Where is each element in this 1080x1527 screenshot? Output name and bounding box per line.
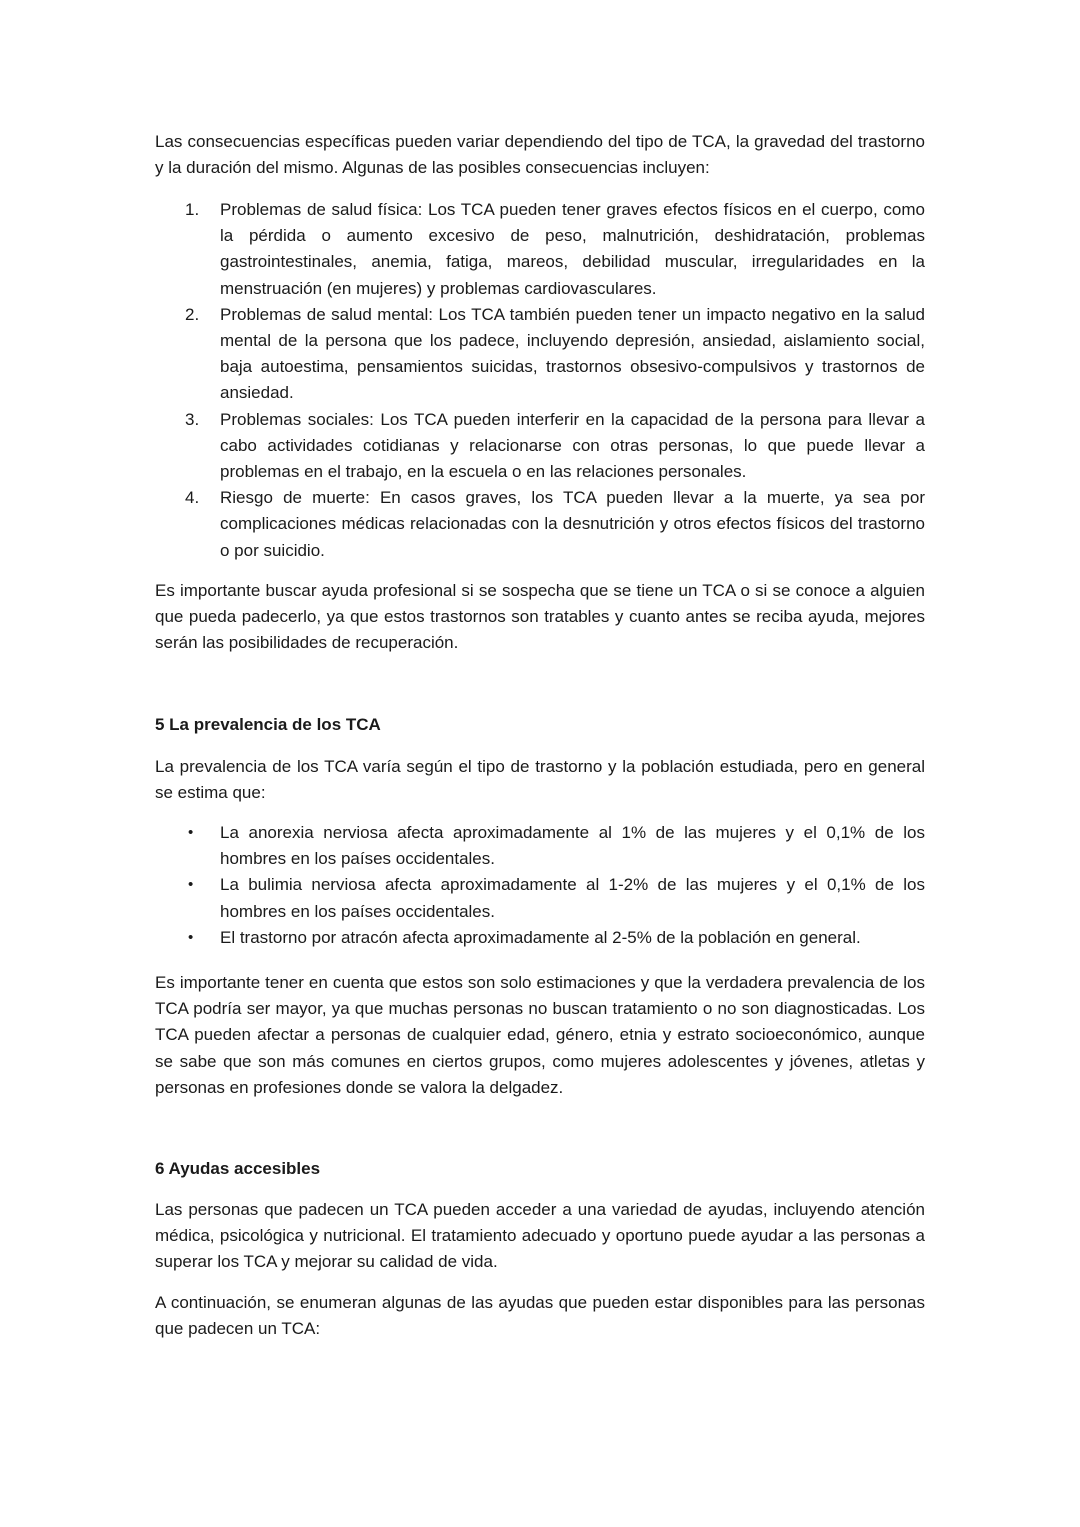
prevalence-bullets xyxy=(155,820,925,951)
section6-p2 xyxy=(155,1290,925,1342)
list-marker: 3. xyxy=(185,409,200,429)
list-item xyxy=(155,302,925,407)
list-item xyxy=(155,407,925,486)
section-heading: 6 Ayudas accesibles xyxy=(155,1159,321,1178)
list-item-text: Riesgo de muerte: En casos graves, los TCA pueden llevar a la muerte, ya sea por complicaciones médicas relacionadas con la desnutrición y otros efectos físicos del trastorno o por suicidio. xyxy=(220,488,925,560)
bullet-icon: • xyxy=(188,928,194,946)
paragraph: A continuación, se enumeran algunas de las ayudas que pueden estar disponibles para las personas que padecen un TCA: xyxy=(155,1293,925,1339)
list-item xyxy=(155,197,925,302)
list-marker: 2. xyxy=(185,304,200,324)
list-item xyxy=(155,820,925,872)
help-text: Es importante buscar ayuda profesional si se sospecha que se tiene un TCA o si se conoce a alguien que pueda padecerlo, ya que estos trastornos son tratables y cuanto antes se reciba ayuda, mejores serán las posibilidades de recuperación. xyxy=(155,581,925,653)
list-item xyxy=(155,485,925,564)
consequences-list xyxy=(155,197,925,564)
paragraph: Es importante tener en cuenta que estos son solo estimaciones y que la verdadera prevalencia de los TCA podría ser mayor, ya que muchas personas no buscan tratamiento o no son diagnosticadas. Los TCA pueden afectar a personas de cualquier edad, género, etnia y estrato socioeconómico, aunque se sabe que son más comunes en ciertos grupos, como mujeres adolescentes y jóvenes, atletas y personas en profesiones donde se valora la delgadez. xyxy=(155,973,925,1097)
intro-paragraph xyxy=(155,129,925,181)
bullet-icon: • xyxy=(188,876,194,894)
section-heading: 5 La prevalencia de los TCA xyxy=(155,715,381,734)
paragraph: La prevalencia de los TCA varía según el tipo de trastorno y la población estudiada, pero en general se estima que: xyxy=(155,757,925,803)
list-item xyxy=(155,925,925,951)
section6-p1 xyxy=(155,1197,925,1276)
paragraph: Las personas que padecen un TCA pueden acceder a una variedad de ayudas, incluyendo atención médica, psicológica y nutricional. El tratamiento adecuado y oportuno puede ayudar a las personas a superar los TCA y mejorar su calidad de vida. xyxy=(155,1200,925,1272)
list-item xyxy=(155,872,925,924)
list-item-text: La bulimia nerviosa afecta aproximadamente al 1-2% de las mujeres y el 0,1% de los hombres en los países occidentales. xyxy=(220,875,925,921)
section6-heading-block xyxy=(155,1156,925,1182)
list-item-text: La anorexia nerviosa afecta aproximadamente al 1% de las mujeres y el 0,1% de los hombres en los países occidentales. xyxy=(220,823,925,869)
intro-text: Las consecuencias específicas pueden variar dependiendo del tipo de TCA, la gravedad del trastorno y la duración del mismo. Algunas de las posibles consecuencias incluyen: xyxy=(155,132,925,178)
list-item-text: Problemas sociales: Los TCA pueden interferir en la capacidad de la persona para llevar a cabo actividades cotidianas y relacionarse con otras personas, lo que puede llevar a problemas en el trabajo, en la escuela o en las relaciones personales. xyxy=(220,409,925,482)
section5-intro xyxy=(155,754,925,806)
list-item-text: Problemas de salud mental: Los TCA también pueden tener un impacto negativo en la salud mental de la persona que los padece, incluyendo depresión, ansiedad, aislamiento social, baja autoestima, pensamientos suicidas, trastornos obsesivo-compulsivos y trastornos de ansiedad. xyxy=(220,304,925,403)
section5-closing xyxy=(155,970,925,1101)
list-item-text: Problemas de salud física: Los TCA pueden tener graves efectos físicos en el cuerpo, como la pérdida o aumento excesivo de peso, malnutrición, deshidratación, problemas gastrointestinales, anemia, fatiga, mareos, debilidad muscular, irregularidades en la menstruación (en mujeres) y problemas cardiovasculares. xyxy=(220,200,925,298)
list-item-text: El trastorno por atracón afecta aproximadamente al 2-5% de la población en general. xyxy=(220,927,861,947)
help-paragraph xyxy=(155,578,925,657)
bullet-icon: • xyxy=(188,824,194,841)
list-marker: 4. xyxy=(185,488,200,508)
list-marker: 1. xyxy=(185,200,200,219)
section5-heading-block xyxy=(155,712,925,738)
